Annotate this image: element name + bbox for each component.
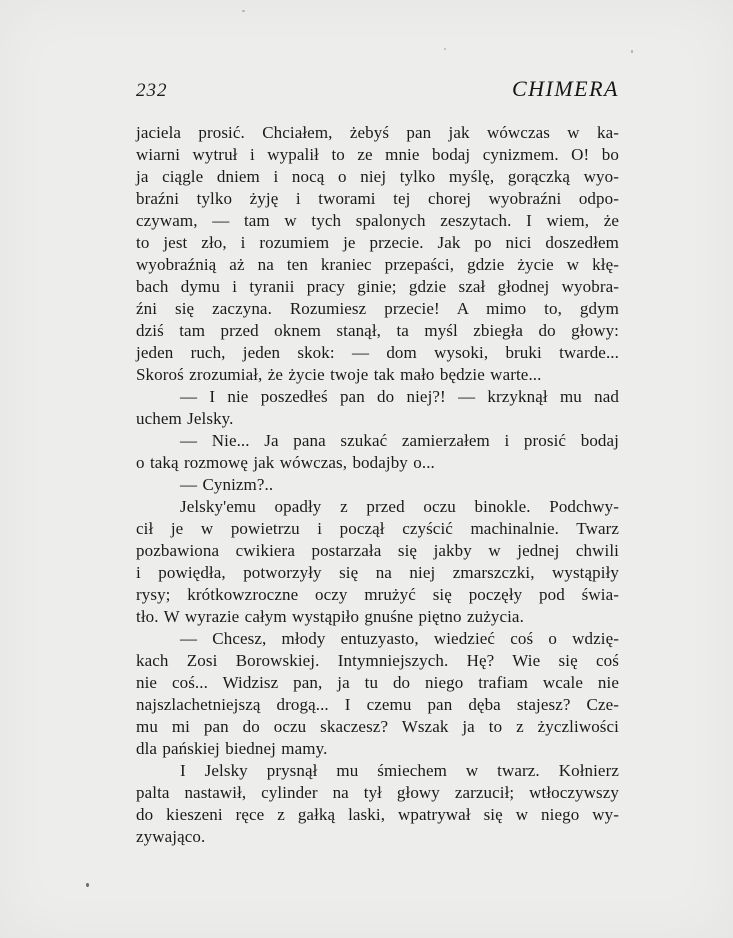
paragraph [136, 474, 619, 496]
scan-speck [444, 48, 446, 50]
text-line: — Nie... Ja pana szukać zamierzałem i prosić bodaj [180, 431, 619, 450]
text-line: — Cynizm?.. [180, 475, 274, 494]
text-line: źni się zaczyna. Rozumiesz przecie! A mimo to, gdym [136, 299, 619, 318]
text-line: i powiędła, potworzyły się na niej zmarszczki, wystąpiły [136, 563, 619, 582]
text-line: wyobraźnią aż na ten kraniec przepaści, gdzie życie w kłę- [136, 255, 619, 274]
text-line: o taką rozmowę jak wówczas, bodajby o... [136, 453, 435, 472]
paragraph [136, 430, 619, 474]
text-line: — Chcesz, młody entuzyasto, wiedzieć coś o wdzię- [180, 629, 619, 648]
text-line: ja ciągle dniem i nocą o niej tylko myślę, gorączką wyo- [136, 167, 619, 186]
text-line: jaciela prosić. Chciałem, żebyś pan jak wówczas w ka- [136, 123, 619, 142]
paragraph [136, 122, 619, 386]
text-line: dziś tam przed oknem stanął, ta myśl zbiegła do głowy: [136, 321, 619, 340]
text-line: mu mi pan do oczu skaczesz? Wszak ja to z życzliwości [136, 717, 619, 736]
text-line: to jest zło, i rozumiem je przecie. Jak po nici doszedłem [136, 233, 619, 252]
text-line: braźni tylko żyję i tworami tej chorej wyobraźni odpo- [136, 189, 619, 208]
text-line: jeden ruch, jeden skok: — dom wysoki, bruki twarde... [136, 343, 619, 362]
text-block [136, 122, 619, 848]
text-line: zywająco. [136, 827, 206, 846]
text-line: palta nastawił, cylinder na tył głowy zarzucił; wtłoczywszy [136, 783, 619, 802]
text-line: I Jelsky prysnął mu śmiechem w twarz. Kołnierz [180, 761, 619, 780]
text-line: pozbawiona cwikiera postarzała się jakby w jednej chwili [136, 541, 619, 560]
text-line: wiarni wytruł i wypalił to ze mnie bodaj cynizmem. O! bo [136, 145, 619, 164]
paragraph [136, 628, 619, 760]
scan-speck [242, 10, 245, 12]
text-line: najszlachetniejszą drogą... I czemu pan dęba stajesz? Cze- [136, 695, 619, 714]
running-header [136, 76, 619, 102]
paragraph [136, 496, 619, 628]
text-line: do kieszeni ręce z gałką laski, wpatrywał się w niego wy- [136, 805, 619, 824]
page-number: 232 [136, 80, 168, 101]
paragraph [136, 386, 619, 430]
text-line: tło. W wyrazie całym wystąpiło gnuśne piętno zużycia. [136, 607, 524, 626]
paragraph [136, 760, 619, 848]
text-line: czywam, — tam w tych spalonych zeszytach. I wiem, że [136, 211, 619, 230]
text-line: Skoroś zrozumiał, że życie twoje tak mało będzie warte... [136, 365, 542, 384]
scan-speck [631, 50, 633, 53]
text-line: kach Zosi Borowskiej. Intymniejszych. Hę? Wie się coś [136, 651, 619, 670]
text-line: — I nie poszedłeś pan do niej?! — krzyknął mu nad [180, 387, 619, 406]
text-line: Jelsky'emu opadły z przed oczu binokle. Podchwy- [180, 497, 619, 516]
text-line: dla pańskiej biednej mamy. [136, 739, 328, 758]
text-line: rysy; krótkowzroczne oczy mrużyć się poczęły pod świa- [136, 585, 619, 604]
text-line: uchem Jelsky. [136, 409, 234, 428]
text-line: bach dymu i tyranii pracy ginie; gdzie szał głodnej wyobra- [136, 277, 619, 296]
scan-speck [86, 883, 89, 887]
text-line: nie coś... Widzisz pan, ja tu do niego trafiam wcale nie [136, 673, 619, 692]
text-line: cił je w powietrzu i począł czyścić machinalnie. Twarz [136, 519, 619, 538]
journal-title: CHIMERA [511, 76, 619, 101]
